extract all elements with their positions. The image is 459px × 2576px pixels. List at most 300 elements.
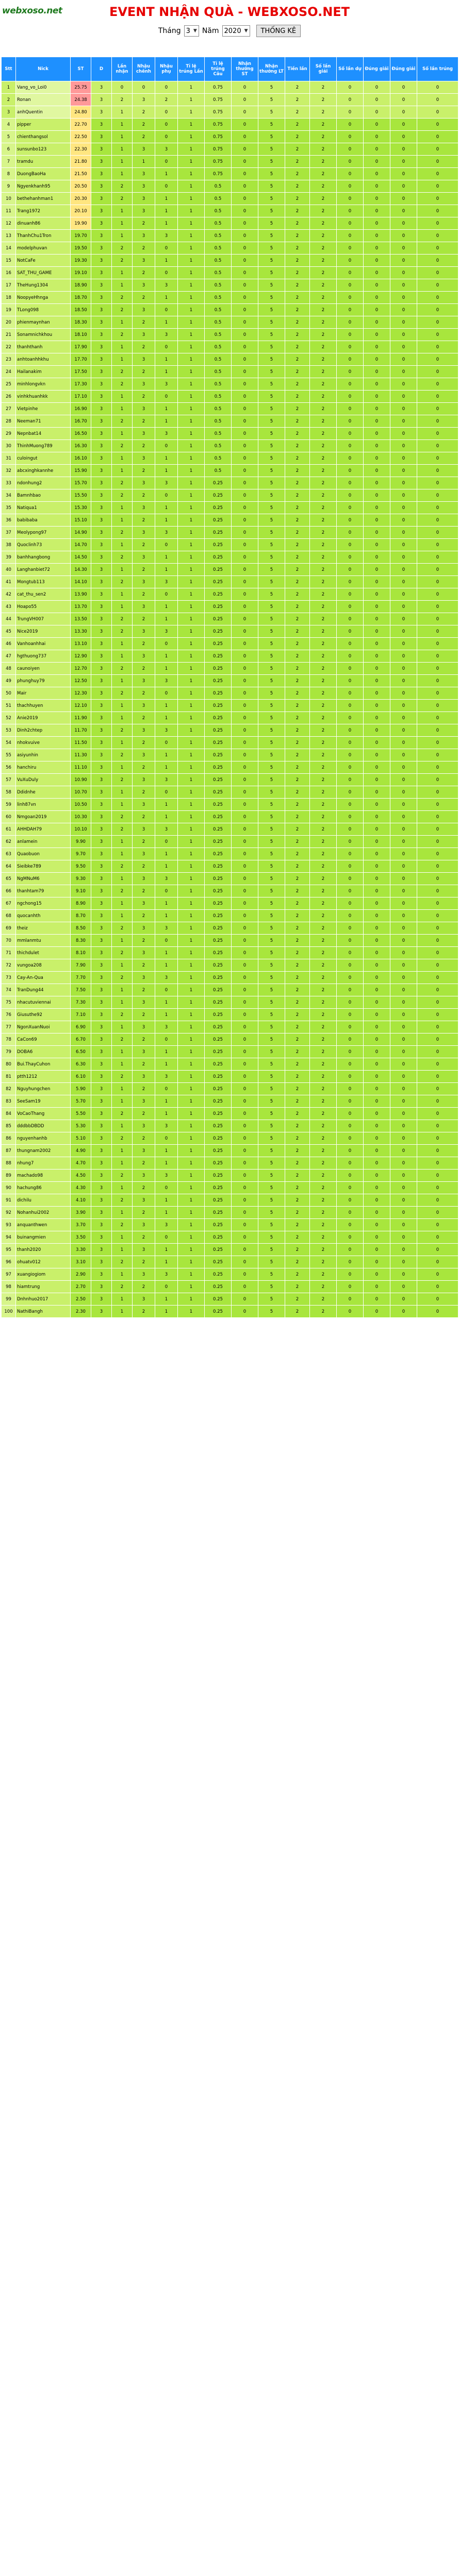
table-cell: 0 [232,625,258,638]
table-cell: 1 [112,1207,133,1219]
table-cell: 5 [258,1157,285,1170]
table-cell: 0 [232,1108,258,1120]
table-cell: 3 [91,465,112,477]
table-cell: 2 [285,514,310,527]
table-cell: 0 [390,823,417,836]
table-cell: 2 [310,551,337,564]
table-cell: 0.25 [205,823,232,836]
table-cell: 2 [310,1009,337,1021]
row-rank: 63 [2,848,16,860]
row-nick[interactable]: hanchiru [16,761,71,774]
table-cell: 12.70 [71,663,91,675]
row-nick[interactable]: dichilu [16,1194,71,1207]
table-cell: 0 [337,539,364,551]
table-cell: 3 [133,1194,155,1207]
row-nick[interactable]: phunghuy79 [16,675,71,687]
row-nick[interactable]: VuXuDuly [16,774,71,786]
table-cell: 0 [417,625,458,638]
table-cell: 8.10 [71,947,91,959]
column-header: D [91,57,112,81]
table-cell: 2 [133,242,155,255]
table-cell: 0 [232,1009,258,1021]
row-nick[interactable]: hachung86 [16,1182,71,1194]
table-cell: 5 [258,774,285,786]
table-cell: 16.50 [71,428,91,440]
row-nick[interactable]: abcxinghkannhe [16,465,71,477]
table-cell: 3 [133,329,155,341]
row-nick[interactable]: xuangiogiom [16,1268,71,1281]
table-cell: 2 [112,724,133,737]
row-nick[interactable]: ngchong15 [16,897,71,910]
table-cell: 2 [133,292,155,304]
table-cell: 1 [155,959,178,972]
table-cell: 1 [112,403,133,415]
row-nick[interactable]: culoingut [16,452,71,465]
row-nick[interactable]: Dnhnhuo2017 [16,1293,71,1306]
table-cell: 0.5 [205,353,232,366]
table-cell: 0 [417,1021,458,1033]
row-nick[interactable]: Nohanhui2002 [16,1207,71,1219]
table-cell: 3 [91,378,112,391]
month-select[interactable] [184,25,199,37]
row-nick[interactable]: NathiBangh [16,1306,71,1318]
table-row [2,1132,458,1145]
table-cell: 1 [112,1046,133,1058]
table-row [2,452,458,465]
row-nick[interactable]: Mair [16,687,71,700]
row-nick[interactable]: Sieibke789 [16,860,71,873]
row-nick[interactable]: Vietpinhe [16,403,71,415]
table-cell: 2 [133,1306,155,1318]
row-nick[interactable]: buinangmien [16,1231,71,1244]
table-cell: 0 [364,391,390,403]
table-cell: 5 [258,1306,285,1318]
table-cell: 2 [133,514,155,527]
table-row [2,1231,458,1244]
table-cell: 3 [133,1046,155,1058]
table-row [2,687,458,700]
table-cell: 3 [155,675,178,687]
row-nick[interactable]: vinhkhuanhkk [16,391,71,403]
table-cell: 0 [390,860,417,873]
row-nick[interactable]: thachhuyen [16,700,71,712]
row-nick[interactable]: linh87vn [16,799,71,811]
table-cell: 0 [417,935,458,947]
row-nick[interactable]: ThinhMuong789 [16,440,71,452]
row-nick[interactable]: Sonamnichkhou [16,329,71,341]
row-nick[interactable]: Vanhoanhhai [16,638,71,650]
table-cell: 0 [417,292,458,304]
row-nick[interactable]: anhtoanhhkhu [16,353,71,366]
table-cell: 0.5 [205,193,232,205]
table-cell: 0 [417,193,458,205]
column-header: Đúng giải [364,57,390,81]
row-nick[interactable]: thichdulet [16,947,71,959]
table-cell: 0 [417,131,458,143]
table-cell: 2 [133,910,155,922]
table-cell: 0.25 [205,551,232,564]
table-cell: 3 [133,378,155,391]
table-cell: 2 [133,712,155,724]
table-cell: 0.25 [205,1095,232,1108]
table-cell: 3 [91,613,112,625]
table-cell: 0 [155,440,178,452]
row-nick[interactable]: Natiqua1 [16,502,71,514]
row-nick[interactable]: nhokvuive [16,737,71,749]
table-cell: 0 [337,922,364,935]
table-cell: 2 [285,1207,310,1219]
table-cell: 1 [112,205,133,217]
table-cell: 0 [390,489,417,502]
row-nick[interactable]: Neeman71 [16,415,71,428]
table-cell: 2 [285,1244,310,1256]
row-nick[interactable]: thanhthanh [16,341,71,353]
table-row [2,910,458,922]
year-label: Năm [202,27,219,35]
table-cell: 1 [112,1306,133,1318]
row-nick[interactable]: pipper [16,118,71,131]
table-cell: 2 [310,366,337,378]
row-nick[interactable]: Nmgoan2019 [16,811,71,823]
row-nick[interactable]: asiyunhin [16,749,71,761]
table-cell: 2 [310,885,337,897]
row-nick[interactable]: Hailanakim [16,366,71,378]
table-cell: 5 [258,1083,285,1095]
table-cell: 0 [337,94,364,106]
row-nick[interactable]: nhacutuviennai [16,996,71,1009]
row-rank: 78 [2,1033,16,1046]
row-nick[interactable]: ndonhung2 [16,477,71,489]
table-cell: 2 [285,1083,310,1095]
year-select[interactable] [222,25,250,37]
table-cell: 0 [232,81,258,94]
table-cell: 0 [337,156,364,168]
row-nick[interactable]: Dinh2chtep [16,724,71,737]
table-cell: 0.75 [205,94,232,106]
row-nick[interactable]: Langhanbiet72 [16,564,71,576]
table-cell: 1 [178,947,205,959]
table-cell: 4.90 [71,1145,91,1157]
table-cell: 0.25 [205,576,232,588]
table-cell: 0 [417,81,458,94]
table-cell: 5 [258,700,285,712]
table-cell: 2 [310,749,337,761]
row-nick[interactable]: caunoiyen [16,663,71,675]
table-cell: 7.50 [71,984,91,996]
row-nick[interactable]: SeeSam19 [16,1095,71,1108]
table-cell: 3 [91,106,112,118]
table-cell: 0 [390,440,417,452]
statistics-button[interactable]: THỐNG KÊ [256,25,301,37]
table-cell: 0 [390,700,417,712]
row-nick[interactable]: TrungVH007 [16,613,71,625]
row-nick[interactable]: chienthangsol [16,131,71,143]
table-cell: 1 [178,156,205,168]
table-cell: 0.25 [205,799,232,811]
table-cell: 0 [417,1207,458,1219]
table-cell: 2 [133,564,155,576]
row-nick[interactable]: babibaba [16,514,71,527]
row-nick[interactable]: TranDung44 [16,984,71,996]
table-cell: 1 [178,860,205,873]
row-nick[interactable]: Trang1972 [16,205,71,217]
table-cell: 0 [390,242,417,255]
table-cell: 3 [155,143,178,156]
row-nick[interactable]: nhung7 [16,1157,71,1170]
table-cell: 5 [258,366,285,378]
row-nick[interactable]: Giusuthe92 [16,1009,71,1021]
table-cell: 0.25 [205,1170,232,1182]
table-cell: 18.90 [71,279,91,292]
table-cell: 3 [91,1120,112,1132]
table-cell: 5 [258,415,285,428]
table-cell: 0.75 [205,106,232,118]
table-cell: 0 [337,1306,364,1318]
table-cell: 0 [155,118,178,131]
table-cell: 11.50 [71,737,91,749]
table-cell: 0 [417,1157,458,1170]
row-nick[interactable]: Bui.ThayCuhon [16,1058,71,1071]
table-cell: 2 [310,576,337,588]
row-nick[interactable]: DuongBaoHa [16,168,71,180]
table-cell: 3 [91,1058,112,1071]
table-cell: 3 [91,193,112,205]
table-cell: 0 [417,786,458,799]
table-cell: 0.25 [205,996,232,1009]
row-nick[interactable]: Nguyhungchen [16,1083,71,1095]
row-nick[interactable]: dddbbDBDD [16,1120,71,1132]
row-nick[interactable]: hiamtrung [16,1281,71,1293]
table-cell: 0.25 [205,675,232,687]
row-nick[interactable]: modelphuvan [16,242,71,255]
table-cell: 1 [155,316,178,329]
table-cell: 2 [310,1058,337,1071]
row-nick[interactable]: Hoapo55 [16,601,71,613]
table-cell: 0 [417,1268,458,1281]
table-cell: 0 [364,761,390,774]
table-row [2,1256,458,1268]
table-cell: 5 [258,860,285,873]
row-nick[interactable]: AHHDAH79 [16,823,71,836]
table-cell: 1 [112,1120,133,1132]
table-cell: 3 [133,477,155,489]
table-cell: 3 [91,415,112,428]
table-cell: 3 [133,428,155,440]
row-nick[interactable]: machado98 [16,1170,71,1182]
row-nick[interactable]: Cay-An-Qua [16,972,71,984]
table-cell: 0 [232,428,258,440]
row-nick[interactable]: tramdu [16,156,71,168]
row-nick[interactable]: anquanthwen [16,1219,71,1231]
table-cell: 1 [178,1083,205,1095]
table-cell: 0.5 [205,217,232,230]
row-rank: 52 [2,712,16,724]
row-nick[interactable]: SAT_THU_GAME [16,267,71,279]
table-cell: 3 [133,700,155,712]
row-nick[interactable]: ohuatv012 [16,1256,71,1268]
table-cell: 0.25 [205,527,232,539]
table-cell: 0 [364,341,390,353]
table-cell: 0 [364,959,390,972]
table-cell: 2 [112,378,133,391]
table-cell: 0 [337,675,364,687]
row-nick[interactable]: NoopyeHhnga [16,292,71,304]
row-nick[interactable]: Quoclinh73 [16,539,71,551]
row-nick[interactable]: DOBA6 [16,1046,71,1058]
table-cell: 2 [285,1132,310,1145]
table-cell: 2 [112,527,133,539]
table-cell: 3 [133,193,155,205]
row-rank: 100 [2,1306,16,1318]
row-nick[interactable]: banhhangbong [16,551,71,564]
table-cell: 0.5 [205,440,232,452]
table-cell: 1 [178,1231,205,1244]
table-cell: 0 [390,217,417,230]
table-row [2,391,458,403]
row-nick[interactable]: thanh2020 [16,1244,71,1256]
table-cell: 0 [390,329,417,341]
row-nick[interactable]: Anie2019 [16,712,71,724]
table-cell: 0 [364,625,390,638]
table-row [2,1281,458,1293]
table-cell: 0.5 [205,180,232,193]
table-cell: 2 [310,1268,337,1281]
row-nick[interactable]: nguyenhanhb [16,1132,71,1145]
table-cell: 0 [390,452,417,465]
row-nick[interactable]: ptth1212 [16,1071,71,1083]
row-nick[interactable]: Nepnbat14 [16,428,71,440]
row-nick[interactable]: NotCaFe [16,255,71,267]
table-cell: 5 [258,749,285,761]
row-nick[interactable]: Bamnhbao [16,489,71,502]
table-cell: 0 [417,341,458,353]
row-nick[interactable]: Ronan [16,94,71,106]
table-cell: 0.25 [205,1021,232,1033]
table-row [2,1120,458,1132]
table-cell: 0 [232,1256,258,1268]
row-rank: 93 [2,1219,16,1231]
table-cell: 0 [337,910,364,922]
table-cell: 2 [310,935,337,947]
row-nick[interactable]: minhlongvkn [16,378,71,391]
table-cell: 0 [417,205,458,217]
table-cell: 2 [310,588,337,601]
table-cell: 0 [364,477,390,489]
table-cell: 1 [155,217,178,230]
row-nick[interactable]: bethehanhman1 [16,193,71,205]
table-cell: 0 [232,1306,258,1318]
table-cell: 2 [310,811,337,823]
table-cell: 0.25 [205,514,232,527]
table-cell: 3 [91,601,112,613]
table-cell: 2 [133,465,155,477]
table-cell: 0.25 [205,873,232,885]
table-cell: 0.25 [205,1046,232,1058]
table-cell: 1 [178,292,205,304]
row-nick[interactable]: NgonXuanNuoi [16,1021,71,1033]
table-cell: 17.30 [71,378,91,391]
table-cell: 0 [337,1268,364,1281]
row-rank: 68 [2,910,16,922]
table-cell: 0.25 [205,1244,232,1256]
row-nick[interactable]: anhQuentin [16,106,71,118]
table-cell: 2 [285,724,310,737]
table-cell: 0 [232,786,258,799]
table-cell: 0.25 [205,1231,232,1244]
row-nick[interactable]: Ngyenkhanh95 [16,180,71,193]
table-cell: 0 [337,687,364,700]
table-cell: 3 [91,687,112,700]
table-cell: 5 [258,465,285,477]
row-nick[interactable]: mmlanmtu [16,935,71,947]
table-cell: 0 [417,465,458,477]
year-value: 2020 [224,27,241,35]
row-nick[interactable]: vungoa208 [16,959,71,972]
row-nick[interactable]: dinuanh86 [16,217,71,230]
table-cell: 1 [112,564,133,576]
row-nick[interactable]: TheHung1304 [16,279,71,292]
row-nick[interactable]: phienmaynhan [16,316,71,329]
row-rank: 25 [2,378,16,391]
table-cell: 2 [310,836,337,848]
table-cell: 0 [417,180,458,193]
table-cell: 2 [285,292,310,304]
row-nick[interactable]: Quaobuon [16,848,71,860]
table-cell: 3 [91,205,112,217]
row-nick[interactable]: thanhtam79 [16,885,71,897]
row-nick[interactable]: sunsunbo123 [16,143,71,156]
row-nick[interactable]: thungnam2002 [16,1145,71,1157]
table-cell: 5 [258,1182,285,1194]
table-cell: 0 [232,959,258,972]
table-cell: 22.70 [71,118,91,131]
row-nick[interactable]: Mongtub113 [16,576,71,588]
table-cell: 2 [310,799,337,811]
site-logo[interactable]: webxoso.net [2,6,62,16]
row-rank: 90 [2,1182,16,1194]
row-nick[interactable]: CaCon69 [16,1033,71,1046]
row-nick[interactable]: theiz [16,922,71,935]
table-cell: 2 [310,156,337,168]
row-nick[interactable]: TLong098 [16,304,71,316]
row-nick[interactable]: quocanhth [16,910,71,922]
row-nick[interactable]: NgMNuM6 [16,873,71,885]
row-nick[interactable]: Meolypong97 [16,527,71,539]
row-nick[interactable]: cat_thu_sen2 [16,588,71,601]
row-nick[interactable]: VoCaoThang [16,1108,71,1120]
row-nick[interactable]: Nice2019 [16,625,71,638]
row-nick[interactable]: Ddidnhe [16,786,71,799]
table-cell: 0 [390,106,417,118]
table-cell: 3 [133,650,155,663]
table-cell: 1 [155,1145,178,1157]
row-nick[interactable]: anlamein [16,836,71,848]
table-cell: 0 [337,1145,364,1157]
table-cell: 0.25 [205,786,232,799]
row-rank: 41 [2,576,16,588]
row-rank: 72 [2,959,16,972]
table-cell: 0 [390,564,417,576]
table-cell: 1 [178,1281,205,1293]
table-cell: 2 [285,935,310,947]
table-cell: 1 [112,514,133,527]
table-cell: 2 [285,761,310,774]
table-cell: 0 [364,118,390,131]
table-cell: 3 [91,1021,112,1033]
row-nick[interactable]: Vang_vo_Loi0 [16,81,71,94]
row-nick[interactable]: ThanhChu1Tron [16,230,71,242]
row-nick[interactable]: hgthuong737 [16,650,71,663]
